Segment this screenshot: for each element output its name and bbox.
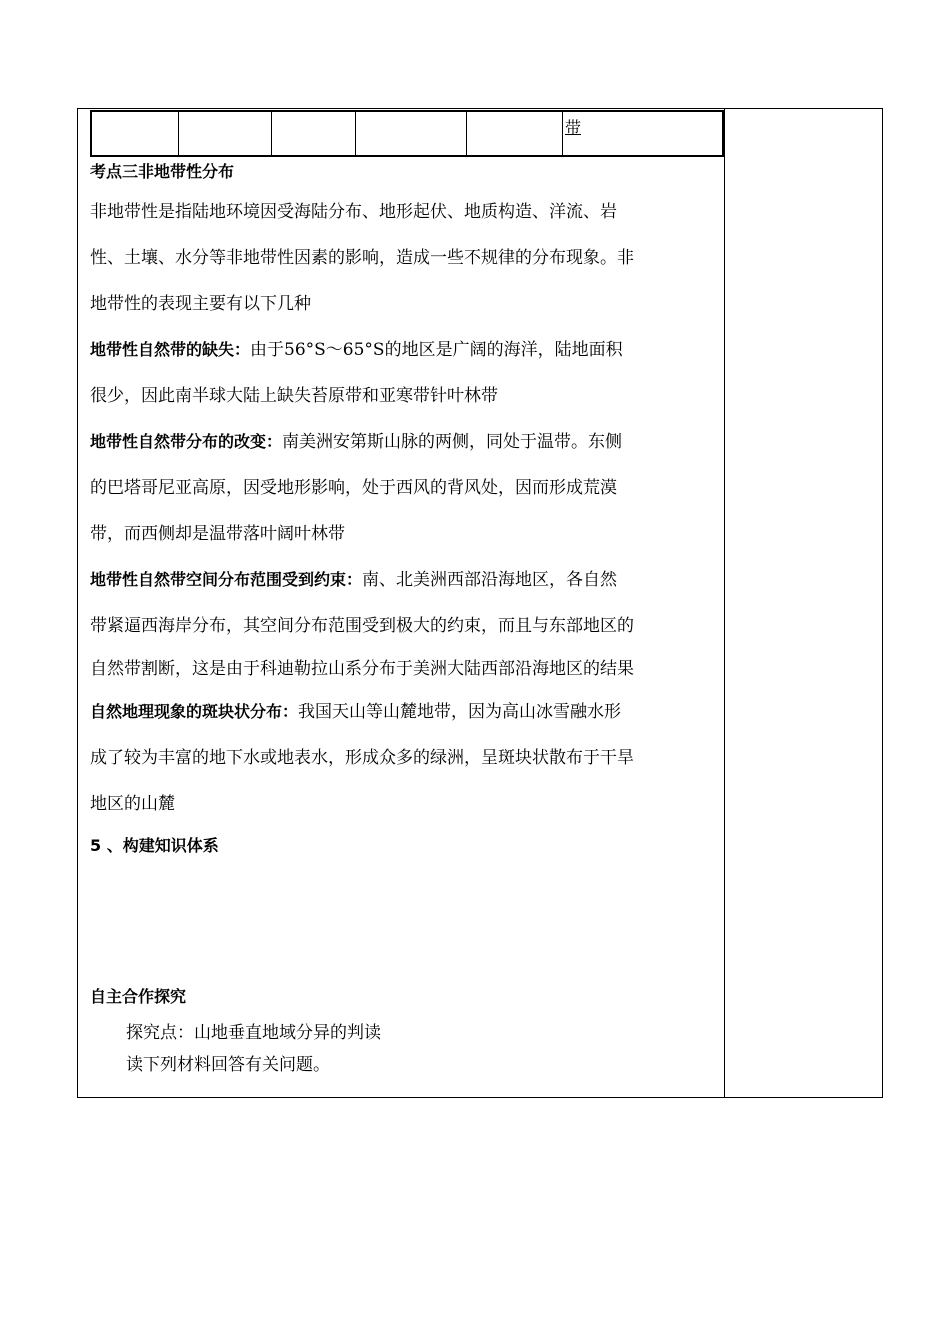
item-label: 地带性自然带空间分布范围受到约束： <box>90 570 363 589</box>
table-cell <box>91 111 179 156</box>
blank-space <box>90 865 720 981</box>
item-line: 地区的山麓 <box>90 794 175 814</box>
intro-line: 性、土壤、水分等非地带性因素的影响，造成一些不规律的分布现象。非 <box>90 248 634 268</box>
table-cell <box>356 111 467 156</box>
item-line: 带紧逼西海岸分布，其空间分布范围受到极大的约束，而且与东部地区的 <box>90 616 634 636</box>
item-first-line <box>90 327 720 373</box>
cooperation-line: 探究点：山地垂直地域分异的判读 <box>126 1023 381 1043</box>
section3-heading: 考点三非地带性分布 <box>90 162 235 181</box>
item-line: 的巴塔哥尼亚高原，因受地形影响，处于西风的背风处，因而形成荒漠 <box>90 478 617 498</box>
intro-line: 非地带性是指陆地环境因受海陆分布、地形起伏、地质构造、洋流、岩 <box>90 202 617 222</box>
item-label: 地带性自然带分布的改变： <box>90 432 283 451</box>
item-text: 南、北美洲西部沿海地区，各自然 <box>362 570 618 590</box>
item-first-line <box>90 419 720 465</box>
intro-line: 地带性的表现主要有以下几种 <box>90 294 311 314</box>
column-divider <box>724 108 725 1098</box>
cooperation-line: 读下列材料回答有关问题。 <box>126 1055 330 1075</box>
item-text: 南美洲安第斯山脉的两侧，同处于温带。东侧 <box>282 432 623 452</box>
table-row <box>91 111 723 156</box>
item-line: 成了较为丰富的地下水或地表水，形成众多的绿洲，呈斑块状散布于干旱 <box>90 748 634 768</box>
item-label: 自然地理现象的斑块状分布： <box>90 702 299 721</box>
table-cell <box>179 111 272 156</box>
cooperation-heading: 自主合作探究 <box>90 987 187 1006</box>
top-table <box>90 110 724 157</box>
item-line: 很少，因此南半球大陆上缺失苔原带和亚寒带针叶林带 <box>90 386 498 406</box>
item-first-line <box>90 557 720 603</box>
table-cell <box>272 111 356 156</box>
table-cell <box>467 111 563 156</box>
item-line: 带，而西侧却是温带落叶阔叶林带 <box>90 524 345 544</box>
item-first-line <box>90 689 720 735</box>
item-label: 地带性自然带的缺失： <box>90 340 251 359</box>
document-body <box>90 157 720 1081</box>
item-text: 由于56°S～65°S的地区是广阔的海洋，陆地面积 <box>250 340 623 360</box>
table-cell <box>563 111 724 156</box>
section5-heading: 5 、构建知识体系 <box>90 836 219 855</box>
item-text: 我国天山等山麓地带，因为高山冰雪融水形 <box>298 702 622 722</box>
item-line: 自然带割断，这是由于科迪勒拉山系分布于美洲大陆西部沿海地区的结果 <box>90 659 634 679</box>
table-cell-text: 带 <box>565 118 582 137</box>
